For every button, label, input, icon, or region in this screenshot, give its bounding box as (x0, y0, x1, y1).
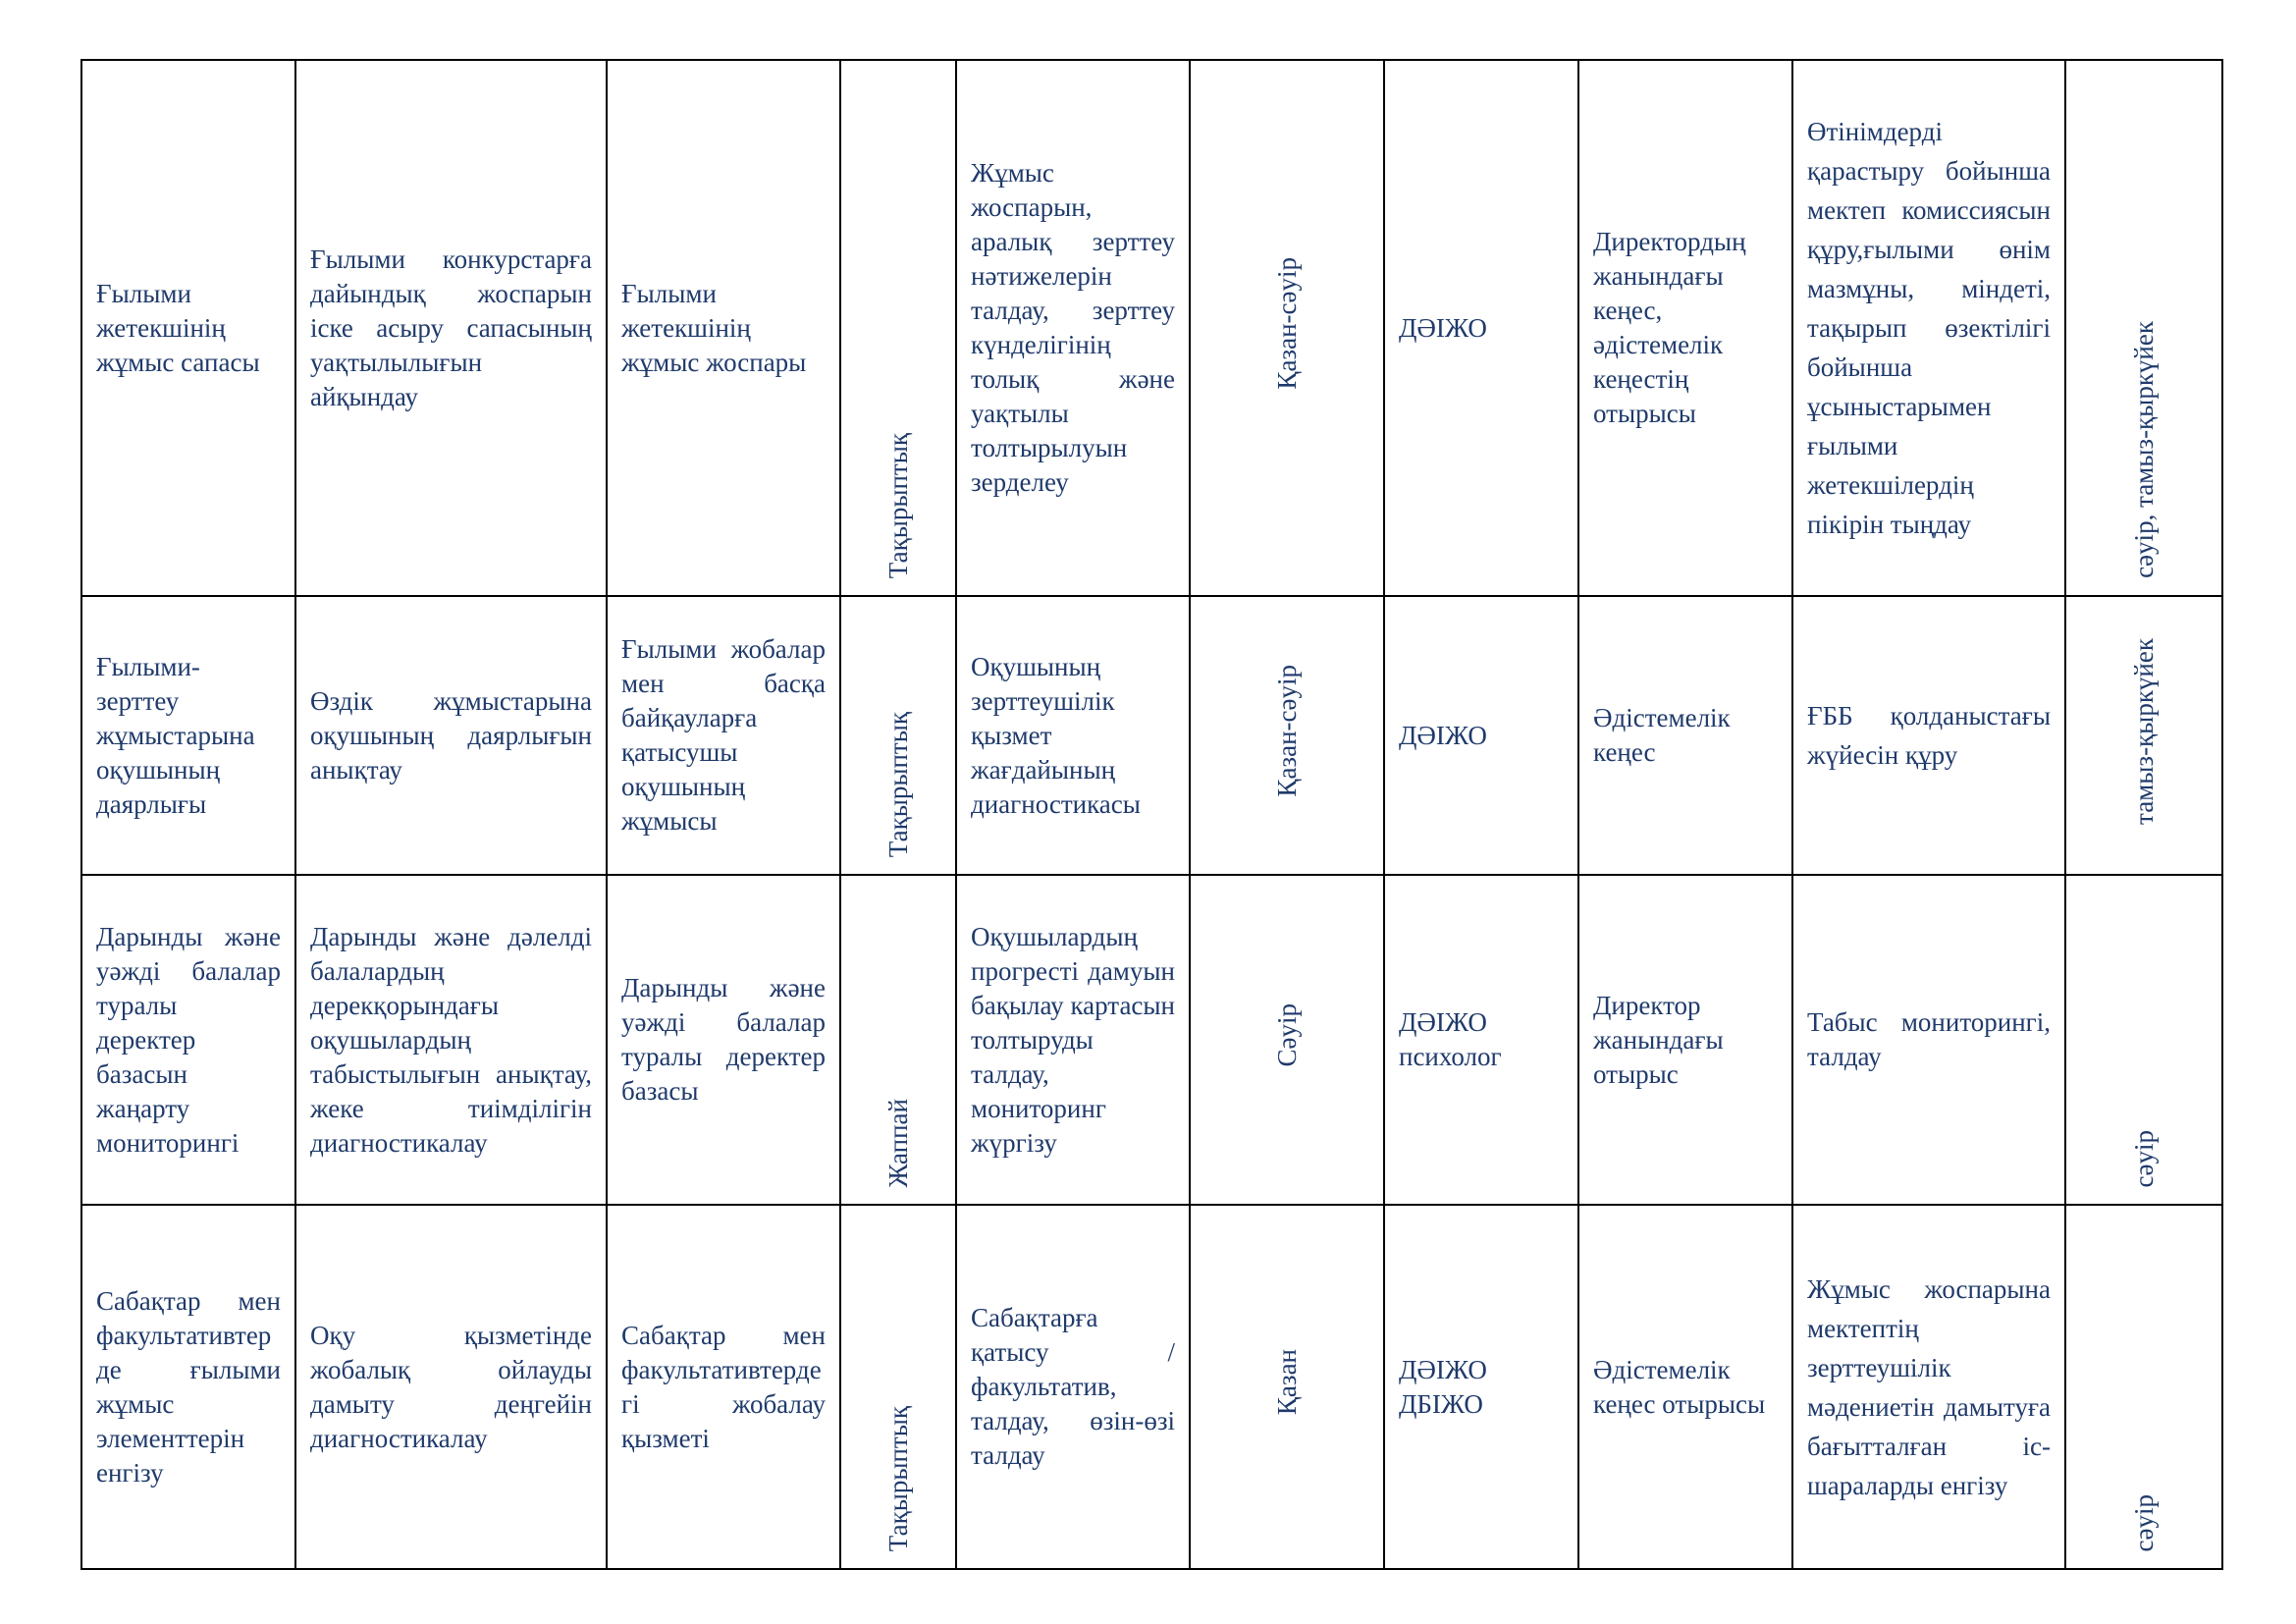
control-object-cell: Ғылыми жетекшінің жұмыс сапасы (81, 60, 295, 596)
control-content-cell: Дарынды және уәжді балалар туралы деректер базасы (607, 875, 840, 1205)
table-row (81, 596, 2222, 875)
management-decision-cell: ҒББ қолданыстағы жүйесін құру (1792, 596, 2065, 875)
control-goal-cell: Ғылыми конкурстарға дайындық жоспарын іске асыру сапасының уақтылылығын айқындау (295, 60, 607, 596)
management-decision-cell: Өтінімдерді қарастыру бойынша мектеп комиссиясын құру,ғылыми өнім мазмұны, міндеті, тақырып өзектілігі бойынша ұсыныстарымен ғылыми жетекшілердің пікірін тыңдау (1792, 60, 2065, 596)
control-type-cell (840, 596, 956, 875)
control-methods-cell: Оқушылардың прогресті дамуын бақылау картасын толтыруды талдау, мониторинг жүргізу (956, 875, 1190, 1205)
control-content-cell: Ғылыми жобалар мен басқа байқауларға қатысушы оқушының жұмысы (607, 596, 840, 875)
responsible-cell: ДӘІЖО психолог (1384, 875, 1578, 1205)
repeat-control-cell (2065, 1205, 2222, 1569)
repeat-control-text: сәуір (2129, 1493, 2159, 1551)
repeat-control-text: сәуір (2129, 1129, 2159, 1187)
control-object-cell: Дарынды және уәжді балалар туралы деректер базасын жаңарту мониторингі (81, 875, 295, 1205)
repeat-control-cell (2065, 596, 2222, 875)
table-row (81, 60, 2222, 596)
control-type-text: Тақырыптық (883, 711, 913, 857)
control-type-cell (840, 875, 956, 1205)
control-timing-text: Қазан (1272, 1349, 1302, 1416)
review-place-cell: Әдістемелік кеңес отырысы (1578, 1205, 1792, 1569)
responsible-cell: ДӘІЖО (1384, 596, 1578, 875)
control-timing-cell (1190, 875, 1384, 1205)
control-methods-cell: Оқушының зерттеушілік қызмет жағдайының диагностикасы (956, 596, 1190, 875)
control-object-cell: Ғылыми-зерттеу жұмыстарына оқушының даярлығы (81, 596, 295, 875)
control-goal-cell: Оқу қызметінде жобалық ойлауды дамыту деңгейін диагностикалау (295, 1205, 607, 1569)
control-content-cell: Сабақтар мен факультативтердегі жобалау қызметі (607, 1205, 840, 1569)
control-plan-table (80, 59, 2223, 1570)
review-place-cell: Директор жанындағы отырыс (1578, 875, 1792, 1205)
control-goal-cell: Өздік жұмыстарына оқушының даярлығын анықтау (295, 596, 607, 875)
repeat-control-cell (2065, 60, 2222, 596)
responsible-cell: ДӘІЖО (1384, 60, 1578, 596)
control-type-cell (840, 1205, 956, 1569)
control-methods-cell: Сабақтарға қатысу / факультатив, талдау, өзін-өзі талдау (956, 1205, 1190, 1569)
repeat-control-cell (2065, 875, 2222, 1205)
control-type-text: Тақырыптық (883, 432, 913, 578)
control-type-text: Жаппай (883, 1098, 913, 1187)
control-methods-cell: Жұмыс жоспарын, аралық зерттеу нәтижелерін талдау, зерттеу күнделігінің толық және уақтылы толтырылуын зерделеу (956, 60, 1190, 596)
control-object-cell: Сабақтар мен факультативтерде ғылыми жұмыс элементтерін енгізу (81, 1205, 295, 1569)
control-timing-cell (1190, 596, 1384, 875)
table-row (81, 875, 2222, 1205)
control-timing-cell (1190, 1205, 1384, 1569)
table-row (81, 1205, 2222, 1569)
management-decision-cell: Табыс мониторингі, талдау (1792, 875, 2065, 1205)
management-decision-cell: Жұмыс жоспарына мектептің зерттеушілік мәдениетін дамытуға бағытталған іс-шараларды енгізу (1792, 1205, 2065, 1569)
review-place-cell: Әдістемелік кеңес (1578, 596, 1792, 875)
control-goal-cell: Дарынды және дәлелді балалардың дерекқорындағы оқушылардың табыстылығын анықтау, жеке тиімділігін диагностикалау (295, 875, 607, 1205)
responsible-cell: ДӘІЖО ДБІЖО (1384, 1205, 1578, 1569)
repeat-control-text: сәуір, тамыз-қыркүйек (2129, 321, 2159, 578)
control-timing-text: Қазан-сәуір (1272, 257, 1302, 390)
control-type-text: Тақырыптық (883, 1405, 913, 1551)
control-timing-text: Қазан-сәуір (1272, 665, 1302, 797)
control-timing-cell (1190, 60, 1384, 596)
control-content-cell: Ғылыми жетекшінің жұмыс жоспары (607, 60, 840, 596)
review-place-cell: Директордың жанындағы кеңес, әдістемелік кеңестің отырысы (1578, 60, 1792, 596)
control-type-cell (840, 60, 956, 596)
control-timing-text: Сәуір (1272, 1003, 1302, 1067)
repeat-control-text: тамыз-қыркүйек (2129, 637, 2159, 825)
